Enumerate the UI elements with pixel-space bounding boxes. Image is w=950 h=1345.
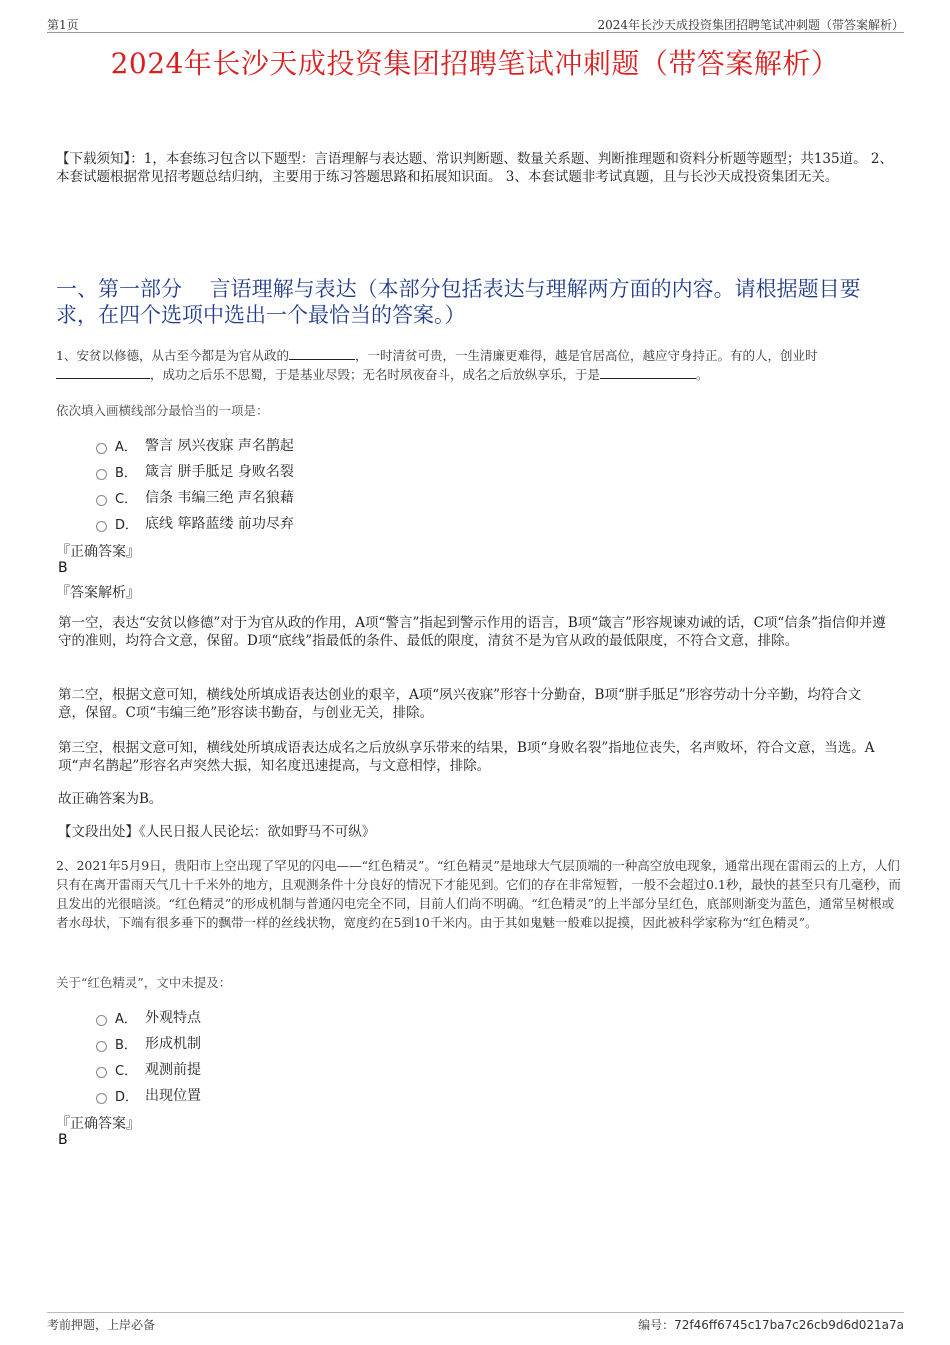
analysis-paragraph: 第二空，根据文意可知，横线处所填成语表达创业的艰辛，A项“夙兴夜寐”形容十分勤奋，B项“胼手胝足”形容劳动十分辛勤，均符合文意，保留。C项“韦编三绝”形容读书勤奋，与创业无关，排除。 [58,687,862,721]
radio-icon[interactable] [96,1015,107,1026]
option-b[interactable]: B． 形成机制 [96,1030,201,1056]
header-doc-title: 2024年长沙天成投资集团招聘笔试冲刺题（带答案解析） [597,18,904,32]
analysis-paragraph: 第一空，表达“安贫以修德”对于为官从政的作用，A项“警言”指起到警示作用的语言，B项“箴言”形容规谏劝诫的话，C项“信条”指信仰并遵守的准则，均符合文意，保留。D项“底线”指最低的条件、最低的限度，清贫不是为官从政的最低限度，不符合文意，排除。 [58,615,886,649]
option-a[interactable]: A． 警言 夙兴夜寐 声名鹊起 [96,432,294,458]
page-number: 第1页 [47,18,79,32]
question-2-text: 2、2021年5月9日，贵阳市上空出现了罕见的闪电——“红色精灵”。“红色精灵”是地球大气层顶端的一种高空放电现象，通常出现在雷雨云的上方，人们只有在离开雷雨天气几十千米外的地方，且观测条件十分良好的情况下才能见到。它们的存在非常短暂，一般不会超过0.1秒，最快的甚至只有几毫秒，而且发出的光很暗淡。“红色精灵”的形成机制与普通闪电完全不同，目前人们尚不明确。“红色精灵”的上半部分呈红色，底部则渐变为蓝色，通常呈树根或者水母状，下端有很多垂下的飘带一样的丝线状物，宽度约在5到10千米内。由于其如鬼魅一般难以捉摸，因此被科学家称为“红色精灵”。 [56,858,901,930]
analysis-label: 『答案解析』 [56,585,140,601]
footer-slogan: 考前押题，上岸必备 [47,1318,156,1332]
option-a[interactable]: A． 外观特点 [96,1004,201,1030]
download-notice: 【下载须知】：1，本套练习包含以下题型：言语理解与表达题、常识判断题、数量关系题、判断推理题和资料分析题等题型；共135道。 2、本套试题根据常见招考题总结归纳，主要用于练习答题思路和拓展知识面。 3、本套试题非考试真题，且与长沙天成投资集团无关。 [56,151,893,185]
option-d[interactable]: D． 出现位置 [96,1082,201,1108]
page-footer [47,1312,904,1333]
analysis-conclusion: 故正确答案为B。 [58,791,163,807]
document-title: 2024年长沙天成投资集团招聘笔试冲刺题（带答案解析） [110,47,840,80]
answer-value: B [58,1132,68,1148]
option-c[interactable]: C． 观测前提 [96,1056,201,1082]
fill-blank [289,347,355,360]
radio-icon[interactable] [96,1067,107,1078]
question-2-prompt: 关于“红色精灵”，文中未提及： [56,975,232,990]
analysis-paragraph: 第三空，根据文意可知，横线处所填成语表达成名之后放纵享乐带来的结果，B项“身败名裂”指地位丧失，名声败坏，符合文意，当选。A项“声名鹊起”形容名声突然大振，知名度迅速提高，与文意相悖，排除。 [58,740,875,774]
question-1-prompt: 依次填入画横线部分最恰当的一项是： [56,403,269,418]
option-d[interactable]: D． 底线 筚路蓝缕 前功尽弃 [96,510,294,536]
radio-icon[interactable] [96,1093,107,1104]
radio-icon[interactable] [96,469,107,480]
radio-icon[interactable] [96,495,107,506]
question-1-text: 1、安贫以修德，从古至今都是为官从政的 ，一时清贫可贵，一生清廉更难得，越是官居高位，越应守身持正。有的人，创业时，成功之后乐不思蜀，于是基业尽毁；无名时夙夜奋斗，成名之后放纵享乐，于是 。 [56,348,818,382]
page-header [47,14,904,33]
radio-icon[interactable] [96,521,107,532]
radio-icon[interactable] [96,1041,107,1052]
answer-label: 『正确答案』 [56,1116,140,1132]
option-b[interactable]: B． 箴言 胼手胝足 身败名裂 [96,458,294,484]
footer-code: 编号：72f46ff6745c17ba7c26cb9d6d021a7a [638,1318,904,1332]
fill-blank [56,366,150,379]
section-title: 一、第一部分 言语理解与表达（本部分包括表达与理解两方面的内容。请根据题目要求，在四个选项中选出一个最恰当的答案。） [56,277,861,327]
fill-blank [600,366,696,379]
source-citation: 【文段出处】《人民日报人民论坛：欲如野马不可纵》 [58,824,376,840]
radio-icon[interactable] [96,443,107,454]
answer-label: 『正确答案』 [56,544,140,560]
question-1-options [96,432,294,536]
option-c[interactable]: C． 信条 韦编三绝 声名狼藉 [96,484,294,510]
answer-value: B [58,560,68,576]
question-2-options [96,1004,201,1108]
